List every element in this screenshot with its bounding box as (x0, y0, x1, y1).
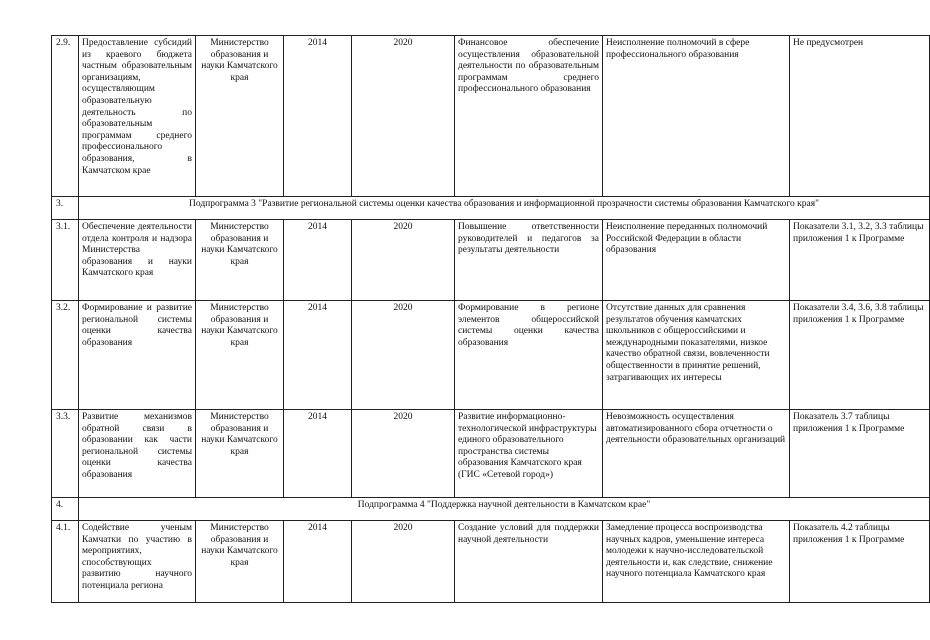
table-row (52, 301, 930, 410)
measure-name: Обеспечение деятельности отдела контроля и надзора Министерства образования и науки Камчатского края (79, 220, 196, 301)
indicator-link: Показатель 4.2 таблицы приложения 1 к Программе (790, 521, 930, 603)
expected-result: Финансовое обеспечение осуществления образовательной деятельности по образовательным программам среднего профессионального образования (455, 36, 603, 197)
subprogram-title: Подпрограмма 3 "Развитие региональной системы оценки качества образования и информационной прозрачности системы образования Камчатского края" (79, 197, 930, 220)
row-number: 2.9. (52, 36, 79, 197)
risk: Отсутствие данных для сравнения результатов обучения камчатских школьников с общероссийскими и международными показателями, низкое качество обратной связи, вовлеченности общественности в принятие решений, затрагивающих их интересы (603, 301, 790, 410)
end-year: 2020 (352, 220, 455, 301)
table-row (52, 220, 930, 301)
end-year: 2020 (352, 36, 455, 197)
start-year: 2014 (284, 301, 352, 410)
table-row (52, 521, 930, 603)
executor: Министерство образования и науки Камчатского края (196, 220, 284, 301)
start-year: 2014 (284, 220, 352, 301)
indicator-link: Показатели 3.4, 3.6, 3.8 таблицы приложения 1 к Программе (790, 301, 930, 410)
measure-name: Развитие механизмов обратной связи в образовании как части региональной системы оценки качества образования (79, 410, 196, 498)
measure-name: Содействие ученым Камчатки по участию в мероприятиях, способствующих развитию научного потенциала региона (79, 521, 196, 603)
table-row (52, 36, 930, 197)
executor: Министерство образования и науки Камчатского края (196, 301, 284, 410)
expected-result: Повышение ответственности руководителей и педагогов за результаты деятельности (455, 220, 603, 301)
indicator-link: Не предусмотрен (790, 36, 930, 197)
subprogram-row (52, 197, 930, 220)
indicator-link: Показатели 3.1, 3.2, 3.3 таблицы приложения 1 к Программе (790, 220, 930, 301)
risk: Невозможность осуществления автоматизированного сбора отчетности о деятельности образовательных организаций (603, 410, 790, 498)
start-year: 2014 (284, 36, 352, 197)
row-number: 3.1. (52, 220, 79, 301)
risk: Неисполнение переданных полномочий Российской Федерации в области образования (603, 220, 790, 301)
row-number: 3. (52, 197, 79, 220)
subprogram-title: Подпрограмма 4 "Поддержка научной деятельности в Камчатском крае" (79, 498, 930, 521)
measures-table (51, 35, 930, 603)
expected-result: Формирование в регионе элементов общероссийской системы оценки качества образования (455, 301, 603, 410)
row-number: 4. (52, 498, 79, 521)
end-year: 2020 (352, 521, 455, 603)
expected-result: Создание условий для поддержки научной деятельности (455, 521, 603, 603)
row-number: 3.3. (52, 410, 79, 498)
executor: Министерство образования и науки Камчатского края (196, 36, 284, 197)
expected-result: Развитие информационно-технологической инфраструктуры единого образовательного пространства системы образования Камчатского края (ГИС «Сетевой город») (455, 410, 603, 498)
end-year: 2020 (352, 410, 455, 498)
executor: Министерство образования и науки Камчатского края (196, 410, 284, 498)
row-number: 4.1. (52, 521, 79, 603)
risk: Замедление процесса воспроизводства научных кадров, уменьшение интереса молодежи к научно-исследовательской деятельности и, как следствие, снижение научного потенциала Камчатского края (603, 521, 790, 603)
risk: Неисполнение полномочий в сфере профессионального образования (603, 36, 790, 197)
row-number: 3.2. (52, 301, 79, 410)
indicator-link: Показатель 3.7 таблицы приложения 1 к Программе (790, 410, 930, 498)
measure-name: Предоставление субсидий из краевого бюджета частным образовательным организациям, осуществляющим образовательную деятельность по образовательным программам среднего профессионального образования, в Камчатском крае (79, 36, 196, 197)
start-year: 2014 (284, 521, 352, 603)
table-row (52, 410, 930, 498)
end-year: 2020 (352, 301, 455, 410)
start-year: 2014 (284, 410, 352, 498)
subprogram-row (52, 498, 930, 521)
executor: Министерство образования и науки Камчатского края (196, 521, 284, 603)
measure-name: Формирование и развитие региональной системы оценки качества образования (79, 301, 196, 410)
